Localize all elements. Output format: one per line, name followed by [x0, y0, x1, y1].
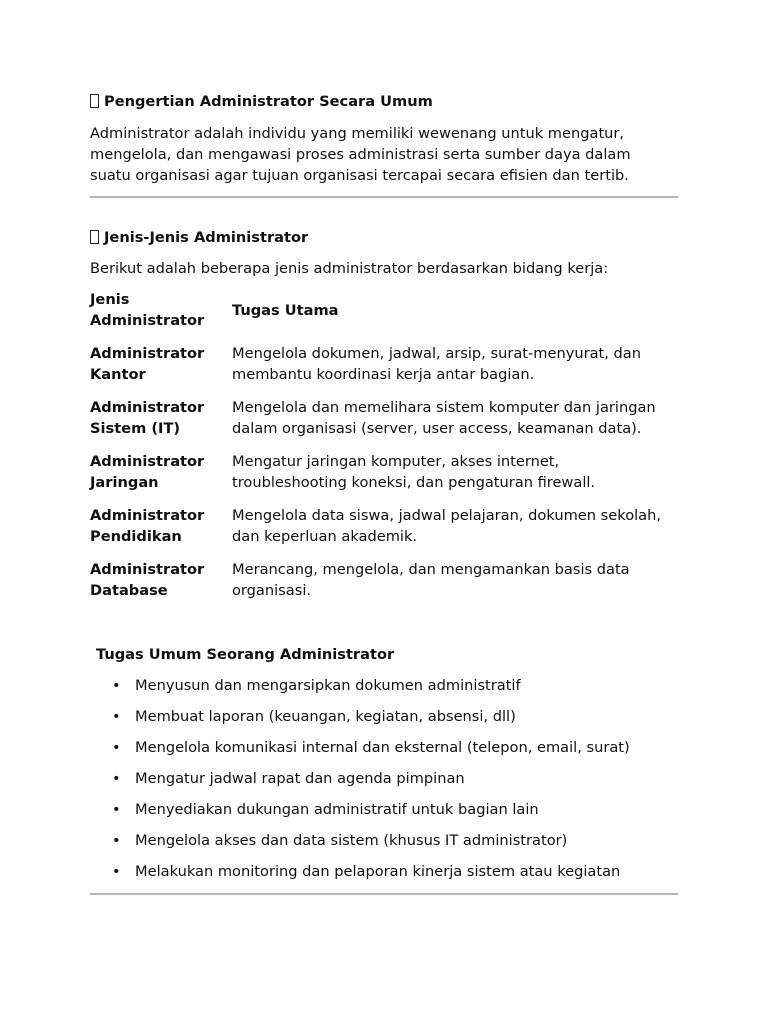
list-item	[90, 737, 678, 768]
list-item	[90, 675, 678, 706]
table-cell-type: Administrator Jaringan	[90, 453, 205, 491]
list-item	[90, 799, 678, 830]
list-item-text: Mengelola komunikasi internal dan eksternal (telepon, email, surat)	[135, 739, 630, 756]
table-cell-task: Mengelola dan memelihara sistem komputer dan jaringan dalam organisasi (server, user access, keamanan data).	[232, 399, 656, 437]
section-heading-tugas: Tugas Umum Seorang Administrator	[96, 646, 395, 663]
bullet-icon: •	[112, 708, 121, 725]
definition-paragraph: Administrator adalah individu yang memiliki wewenang untuk mengatur, mengelola, dan mengawasi proses administrasi serta sumber daya dalam suatu organisasi agar tujuan organisasi tercapai secara efisien dan tertib.	[90, 125, 631, 184]
missing-glyph-icon	[90, 230, 99, 244]
table-cell-type: Administrator Kantor	[90, 345, 205, 383]
bullet-icon: •	[112, 801, 121, 818]
list-item	[90, 830, 678, 861]
section-heading-pengertian	[90, 91, 433, 112]
table-cell-task: Mengelola data siswa, jadwal pelajaran, dokumen sekolah, dan keperluan akademik.	[232, 507, 662, 545]
list-item	[90, 706, 678, 737]
section-heading-jenis	[90, 227, 308, 248]
table-row	[90, 505, 678, 559]
horizontal-rule	[90, 893, 678, 895]
table-intro: Berikut adalah beberapa jenis administrator berdasarkan bidang kerja:	[90, 260, 609, 277]
list-item-text: Menyediakan dukungan administratif untuk bagian lain	[135, 801, 539, 818]
list-item-text: Mengelola akses dan data sistem (khusus IT administrator)	[135, 832, 568, 849]
table-cell-type: Administrator Sistem (IT)	[90, 399, 205, 437]
table-header-row	[90, 289, 678, 343]
list-item-text: Mengatur jadwal rapat dan agenda pimpinan	[135, 770, 465, 787]
table-cell-task: Merancang, mengelola, dan mengamankan basis data organisasi.	[232, 561, 630, 599]
list-item-text: Membuat laporan (keuangan, kegiatan, absensi, dll)	[135, 708, 516, 725]
section-title: Pengertian Administrator Secara Umum	[104, 93, 433, 110]
missing-glyph-icon	[90, 94, 99, 108]
table-row	[90, 343, 678, 397]
bullet-icon: •	[112, 770, 121, 787]
bullet-icon: •	[112, 739, 121, 756]
bullet-icon: •	[112, 863, 121, 880]
table-row	[90, 559, 678, 613]
table-cell-type: Administrator Pendidikan	[90, 507, 205, 545]
table-header-cell: Jenis Administrator	[90, 291, 205, 329]
administrator-types-table	[90, 289, 678, 613]
horizontal-rule	[90, 196, 678, 198]
table-row	[90, 451, 678, 505]
list-item-text: Menyusun dan mengarsipkan dokumen administratif	[135, 677, 521, 694]
bullet-icon: •	[112, 677, 121, 694]
list-item	[90, 768, 678, 799]
section-title: Jenis-Jenis Administrator	[104, 229, 309, 246]
tasks-list	[90, 675, 678, 892]
list-item-text: Melakukan monitoring dan pelaporan kinerja sistem atau kegiatan	[135, 863, 621, 880]
table-cell-task: Mengatur jaringan komputer, akses internet, troubleshooting koneksi, dan pengaturan firewall.	[232, 453, 596, 491]
table-header-cell: Tugas Utama	[232, 302, 339, 319]
table-row	[90, 397, 678, 451]
list-item	[90, 861, 678, 892]
table-cell-type: Administrator Database	[90, 561, 205, 599]
bullet-icon: •	[112, 832, 121, 849]
table-cell-task: Mengelola dokumen, jadwal, arsip, surat-menyurat, dan membantu koordinasi kerja antar bagian.	[232, 345, 641, 383]
